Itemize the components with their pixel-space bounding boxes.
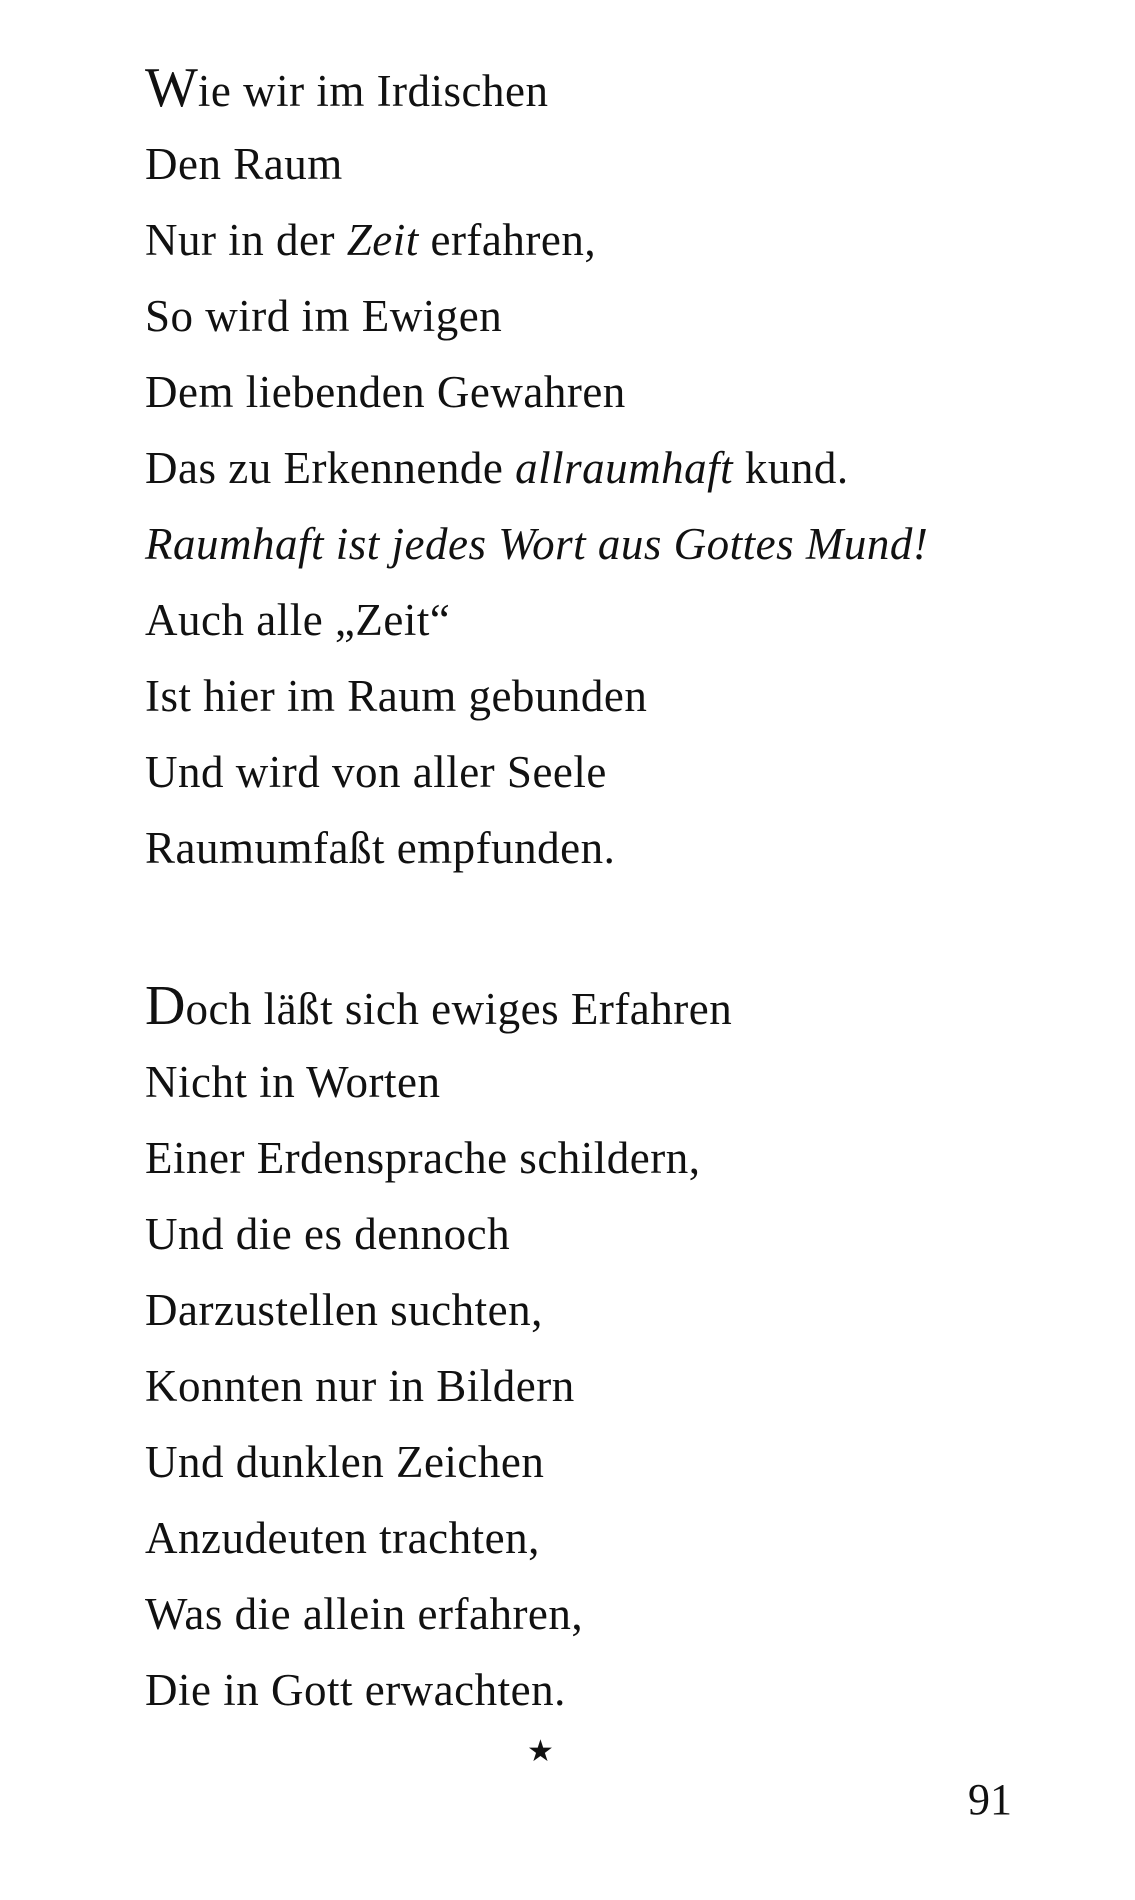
line-text: Was die allein erfahren,: [145, 1589, 584, 1639]
poem-line: [145, 734, 1045, 810]
poem-line: [145, 1120, 1045, 1196]
poem-line: [145, 354, 1045, 430]
poem-line: [145, 50, 1045, 126]
poem-line: [145, 1044, 1045, 1120]
line-text: och läßt sich ewiges Erfahren: [185, 984, 733, 1034]
poem-line: [145, 658, 1045, 734]
poem-line: [145, 1272, 1045, 1348]
line-text: Die in Gott erwachten.: [145, 1665, 566, 1715]
line-text: erfahren,: [418, 215, 597, 265]
poem-line: [145, 1652, 1045, 1728]
poem-line: [145, 1576, 1045, 1652]
stanza-2: [145, 968, 1045, 1728]
poem-line: [145, 278, 1045, 354]
italic-text: allraumhaft: [515, 443, 734, 493]
initial-capital: W: [145, 57, 198, 119]
line-text: Und dunklen Zeichen: [145, 1437, 545, 1487]
poem-line: [145, 1424, 1045, 1500]
italic-text: Raumhaft ist jedes Wort aus Gottes Mund!: [145, 519, 929, 569]
poem-line: [145, 968, 1045, 1044]
line-text: Raumumfaßt empfunden.: [145, 823, 616, 873]
star-ornament-icon: ★: [527, 1734, 554, 1769]
line-text: Nur in der: [145, 215, 347, 265]
poem-line: [145, 810, 1045, 886]
poem-line: [145, 126, 1045, 202]
line-text: Einer Erdensprache schildern,: [145, 1133, 701, 1183]
line-text: Und die es dennoch: [145, 1209, 511, 1259]
poem-line: [145, 1196, 1045, 1272]
poem-line: [145, 506, 1045, 582]
line-text: Ist hier im Raum gebunden: [145, 671, 648, 721]
line-text: Anzudeuten trachten,: [145, 1513, 540, 1563]
line-text: Dem liebenden Gewahren: [145, 367, 626, 417]
line-text: Nicht in Worten: [145, 1057, 441, 1107]
line-text: So wird im Ewigen: [145, 291, 503, 341]
italic-text: Zeit: [346, 215, 419, 265]
line-text: kund.: [733, 443, 849, 493]
line-text: Darzustellen suchten,: [145, 1285, 543, 1335]
line-text: Konnten nur in Bildern: [145, 1361, 575, 1411]
poem-line: [145, 202, 1045, 278]
initial-capital: D: [145, 975, 186, 1037]
line-text: Und wird von aller Seele: [145, 747, 607, 797]
line-text: Auch alle „Zeit“: [145, 595, 451, 645]
line-text: ie wir im Irdischen: [197, 66, 549, 116]
poem-line: [145, 430, 1045, 506]
line-text: Das zu Erkennende: [145, 443, 516, 493]
stanza-1: [145, 50, 1045, 886]
poem-line: [145, 1348, 1045, 1424]
page-number: 91: [968, 1775, 1012, 1824]
line-text: Den Raum: [145, 139, 343, 189]
poem-line: [145, 1500, 1045, 1576]
poem-line: [145, 582, 1045, 658]
